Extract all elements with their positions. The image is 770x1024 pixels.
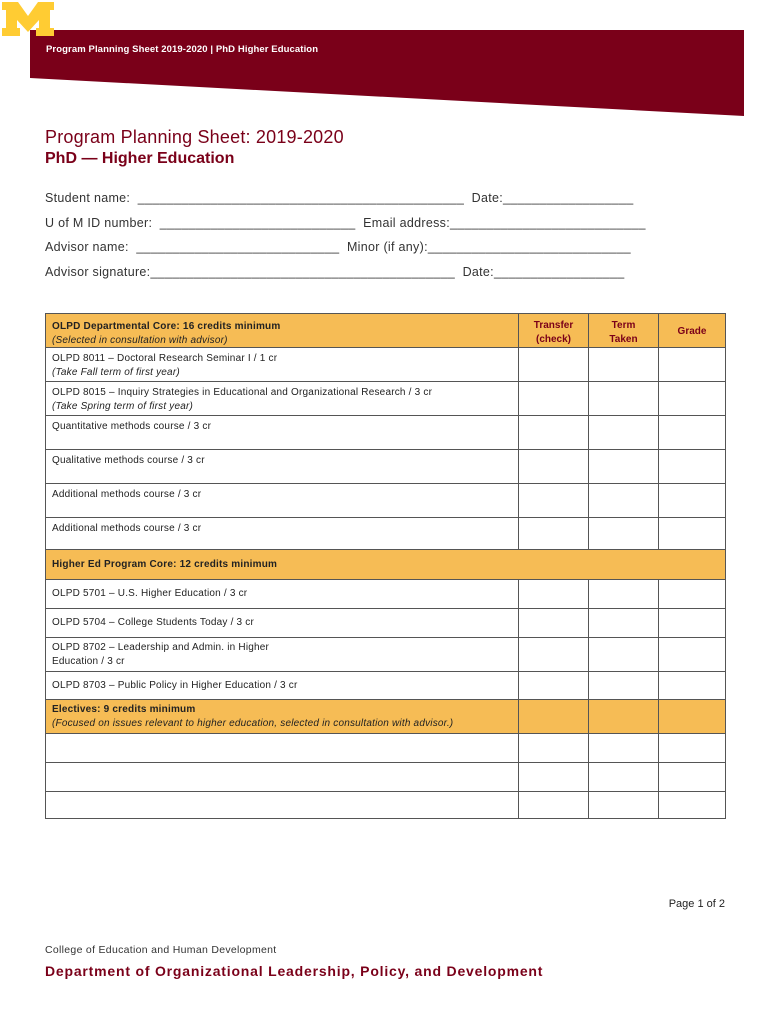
transfer-checkbox[interactable]	[518, 517, 588, 549]
section-title: Higher Ed Program Core: 12 credits minimum	[52, 559, 278, 570]
table-row	[45, 637, 726, 671]
grade-input[interactable]	[658, 579, 726, 608]
table-row	[45, 517, 726, 549]
term-input[interactable]	[588, 762, 658, 791]
grade-input[interactable]	[658, 415, 726, 449]
elective-row	[45, 733, 726, 762]
term-input[interactable]	[588, 637, 658, 671]
header-banner	[0, 0, 770, 120]
section-header-electives	[45, 699, 726, 733]
page-title: Program Planning Sheet: 2019-2020	[45, 127, 344, 147]
transfer-checkbox[interactable]	[518, 415, 588, 449]
term-input[interactable]	[588, 347, 658, 381]
table-row	[45, 415, 726, 449]
advisor-signature-date-field[interactable]: Advisor signature:__________________________________________ Date:__________________	[45, 265, 625, 279]
course-label-continued: Education / 3 cr	[52, 656, 125, 667]
term-input[interactable]	[588, 415, 658, 449]
college-name: College of Education and Human Development	[45, 944, 277, 956]
term-input[interactable]	[588, 733, 658, 762]
university-m-logo-icon	[0, 0, 56, 38]
section-title: Electives: 9 credits minimum	[52, 704, 196, 715]
grade-input[interactable]	[658, 791, 726, 819]
advisor-minor-field[interactable]: Advisor name: ____________________________ Minor (if any):____________________________	[45, 240, 631, 254]
course-note: (Take Fall term of first year)	[52, 367, 180, 378]
term-input[interactable]	[588, 449, 658, 483]
page-number: Page 1 of 2	[668, 898, 725, 910]
elective-course-input[interactable]	[45, 791, 518, 819]
elective-row	[45, 762, 726, 791]
course-note: (Take Spring term of first year)	[52, 401, 194, 412]
term-input[interactable]	[588, 381, 658, 415]
grade-input[interactable]	[658, 517, 726, 549]
table-row	[45, 608, 726, 637]
section-header-program	[45, 549, 726, 579]
section-note: (Focused on issues relevant to higher education, selected in consultation with advisor.)	[52, 718, 454, 729]
table-row	[45, 449, 726, 483]
course-label: Qualitative methods course / 3 cr	[52, 455, 205, 466]
grade-input[interactable]	[658, 671, 726, 699]
page-subtitle: PhD — Higher Education	[45, 150, 235, 167]
grade-input[interactable]	[658, 762, 726, 791]
term-input[interactable]	[588, 483, 658, 517]
section-title: OLPD Departmental Core: 16 credits minimum	[52, 321, 281, 332]
transfer-checkbox[interactable]	[518, 449, 588, 483]
course-label: OLPD 5704 – College Students Today / 3 cr	[52, 617, 255, 628]
term-input[interactable]	[588, 791, 658, 819]
transfer-checkbox[interactable]	[518, 608, 588, 637]
grade-input[interactable]	[658, 449, 726, 483]
table-row	[45, 483, 726, 517]
transfer-checkbox[interactable]	[518, 637, 588, 671]
banner-shape	[0, 0, 770, 120]
course-label: OLPD 8015 – Inquiry Strategies in Educational and Organizational Research / 3 cr	[52, 387, 433, 398]
transfer-checkbox[interactable]	[518, 347, 588, 381]
course-label: OLPD 5701 – U.S. Higher Education / 3 cr	[52, 588, 248, 599]
course-label: Additional methods course / 3 cr	[52, 489, 202, 500]
transfer-checkbox[interactable]	[518, 791, 588, 819]
elective-row	[45, 791, 726, 819]
department-name: Department of Organizational Leadership, Policy, and Development	[45, 963, 544, 979]
grade-input[interactable]	[658, 733, 726, 762]
grade-input[interactable]	[658, 637, 726, 671]
table-row	[45, 347, 726, 381]
course-label: OLPD 8703 – Public Policy in Higher Education / 3 cr	[52, 680, 298, 691]
grade-input[interactable]	[658, 608, 726, 637]
column-header-term: Term Taken	[588, 313, 658, 347]
grade-input[interactable]	[658, 483, 726, 517]
term-input[interactable]	[588, 608, 658, 637]
table-row	[45, 671, 726, 699]
table-row	[45, 381, 726, 415]
table-row	[45, 579, 726, 608]
transfer-checkbox[interactable]	[518, 483, 588, 517]
term-input[interactable]	[588, 579, 658, 608]
course-label: OLPD 8702 – Leadership and Admin. in Higher	[52, 642, 270, 653]
term-input[interactable]	[588, 517, 658, 549]
section-header-core	[45, 313, 726, 347]
section-note: (Selected in consultation with advisor)	[52, 335, 228, 346]
transfer-checkbox[interactable]	[518, 579, 588, 608]
elective-course-input[interactable]	[45, 733, 518, 762]
column-header-grade: Grade	[658, 313, 726, 347]
student-name-date-field[interactable]: Student name: _____________________________________________ Date:__________________	[45, 191, 634, 205]
grade-input[interactable]	[658, 381, 726, 415]
id-email-field[interactable]: U of M ID number: ___________________________ Email address:___________________________	[45, 216, 646, 230]
transfer-checkbox[interactable]	[518, 733, 588, 762]
course-label: Quantitative methods course / 3 cr	[52, 421, 212, 432]
column-header-transfer: Transfer (check)	[518, 313, 588, 347]
transfer-checkbox[interactable]	[518, 671, 588, 699]
term-input[interactable]	[588, 671, 658, 699]
transfer-checkbox[interactable]	[518, 762, 588, 791]
grade-input[interactable]	[658, 347, 726, 381]
course-label: OLPD 8011 – Doctoral Research Seminar I / 1 cr	[52, 353, 278, 364]
course-label: Additional methods course / 3 cr	[52, 523, 202, 534]
banner-text: Program Planning Sheet 2019-2020 | PhD Higher Education	[46, 44, 319, 55]
transfer-checkbox[interactable]	[518, 381, 588, 415]
elective-course-input[interactable]	[45, 762, 518, 791]
